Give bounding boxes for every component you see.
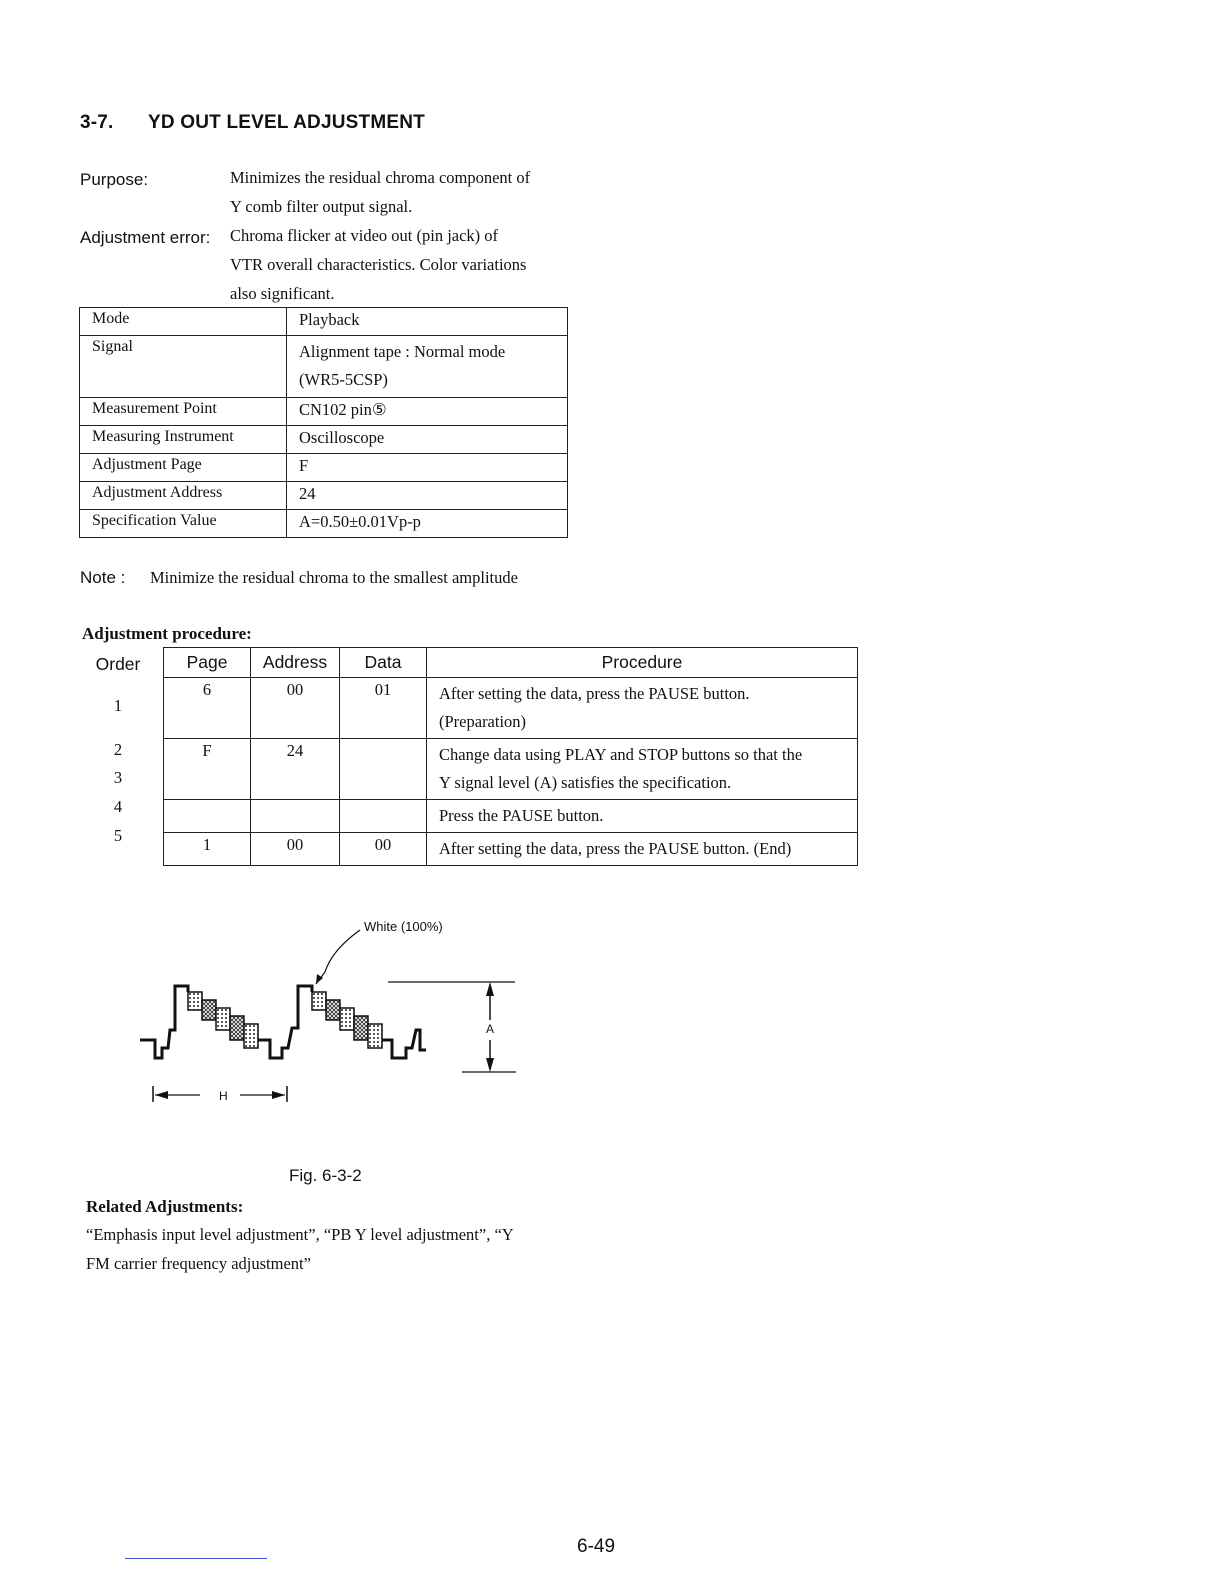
- spec-key: Specification Value: [80, 510, 287, 538]
- order-header: Order: [95, 654, 141, 674]
- address-cell: [251, 800, 340, 833]
- procedure-line-1: After setting the data, press the PAUSE button. (End): [439, 839, 792, 858]
- order-5: 5: [113, 826, 123, 845]
- spec-key: Mode: [80, 308, 287, 336]
- procedure-row: [164, 678, 858, 739]
- adjustment-error-line-2: VTR overall characteristics. Color variations: [230, 255, 527, 274]
- procedure-line-2: (Preparation): [439, 712, 527, 731]
- address-cell: 00: [251, 833, 340, 866]
- procedure-title: Adjustment procedure:: [82, 624, 252, 643]
- spec-value: CN102 pin⑤: [287, 398, 568, 426]
- page-cell: [164, 800, 251, 833]
- adjustment-error-text: [230, 221, 526, 308]
- spec-key: Signal: [80, 336, 287, 398]
- address-cell: 24: [251, 739, 340, 800]
- page-number: 6-49: [577, 1536, 616, 1557]
- procedure-header-row: [164, 648, 858, 678]
- spec-row-adjustment-address: [80, 482, 568, 510]
- adjustment-error-line-1: Chroma flicker at video out (pin jack) of: [230, 226, 499, 245]
- note-text: Minimize the residual chroma to the smallest amplitude: [150, 568, 518, 587]
- procedure-row: [164, 739, 858, 800]
- figure-caption: Fig. 6-3-2: [289, 1166, 362, 1185]
- data-cell: 01: [340, 678, 427, 739]
- procedure-header: Procedure: [427, 648, 858, 678]
- spec-value: Oscilloscope: [287, 426, 568, 454]
- spec-value: Playback: [287, 308, 568, 336]
- procedure-row: [164, 800, 858, 833]
- related-line-2: FM carrier frequency adjustment”: [86, 1254, 311, 1273]
- spec-table: [79, 307, 568, 538]
- procedure-line-1: After setting the data, press the PAUSE button.: [439, 684, 750, 703]
- spec-row-mode: [80, 308, 568, 336]
- order-2: 2: [113, 740, 123, 759]
- section-heading: [80, 112, 425, 134]
- waveform-cycle-2: [312, 992, 426, 1058]
- a-label: A: [486, 1022, 495, 1036]
- spec-row-specification-value: [80, 510, 568, 538]
- related-text: [86, 1220, 576, 1278]
- page-cell: 6: [164, 678, 251, 739]
- related-title: Related Adjustments:: [86, 1197, 244, 1216]
- procedure-cell: [427, 678, 858, 739]
- page-header: Page: [164, 648, 251, 678]
- h-label: H: [219, 1089, 228, 1103]
- spec-value: 24: [287, 482, 568, 510]
- order-1: 1: [113, 696, 123, 715]
- spec-key: Adjustment Page: [80, 454, 287, 482]
- data-cell: 00: [340, 833, 427, 866]
- spec-value-line-2: (WR5-5CSP): [299, 370, 388, 389]
- purpose-label: Purpose:: [80, 170, 149, 189]
- spec-value: F: [287, 454, 568, 482]
- data-header: Data: [340, 648, 427, 678]
- data-cell: [340, 739, 427, 800]
- spec-key: Measuring Instrument: [80, 426, 287, 454]
- purpose-text: [230, 163, 530, 221]
- spec-value-line-1: Alignment tape : Normal mode: [299, 342, 506, 361]
- spec-row-adjustment-page: [80, 454, 568, 482]
- page-cell: 1: [164, 833, 251, 866]
- adjustment-error-line-3: also significant.: [230, 284, 335, 303]
- note: [80, 568, 518, 588]
- related-line-1: “Emphasis input level adjustment”, “PB Y level adjustment”, “Y: [86, 1225, 514, 1244]
- spec-row-measuring-instrument: [80, 426, 568, 454]
- address-header: Address: [251, 648, 340, 678]
- adjustment-error-label: Adjustment error:: [80, 228, 211, 247]
- procedure-cell: [427, 833, 858, 866]
- purpose-line-2: Y comb filter output signal.: [230, 197, 413, 216]
- page-cell: F: [164, 739, 251, 800]
- footer-divider: [125, 1558, 267, 1559]
- spec-key: Measurement Point: [80, 398, 287, 426]
- procedure-line-1: Press the PAUSE button.: [439, 806, 604, 825]
- spec-row-measurement-point: [80, 398, 568, 426]
- spec-row-signal: [80, 336, 568, 398]
- section-title: YD OUT LEVEL ADJUSTMENT: [148, 112, 425, 133]
- spec-value: A=0.50±0.01Vp-p: [287, 510, 568, 538]
- waveform-cycle-1: [140, 986, 312, 1058]
- order-4: 4: [113, 797, 123, 816]
- procedure-cell: [427, 739, 858, 800]
- spec-value: [287, 336, 568, 398]
- spec-key: Adjustment Address: [80, 482, 287, 510]
- data-cell: [340, 800, 427, 833]
- section-number: 3-7.: [80, 112, 114, 133]
- procedure-line-1: Change data using PLAY and STOP buttons so that the: [439, 745, 803, 764]
- white-label: White (100%): [364, 919, 443, 934]
- procedure-cell: [427, 800, 858, 833]
- procedure-line-2: Y signal level (A) satisfies the specification.: [439, 773, 732, 792]
- address-cell: 00: [251, 678, 340, 739]
- order-3: 3: [113, 768, 123, 787]
- purpose-line-1: Minimizes the residual chroma component of: [230, 168, 531, 187]
- waveform-figure: [120, 900, 540, 1110]
- white-pointer-line: [316, 930, 360, 984]
- note-label: Note :: [80, 568, 126, 587]
- procedure-row: [164, 833, 858, 866]
- procedure-table: [163, 647, 858, 866]
